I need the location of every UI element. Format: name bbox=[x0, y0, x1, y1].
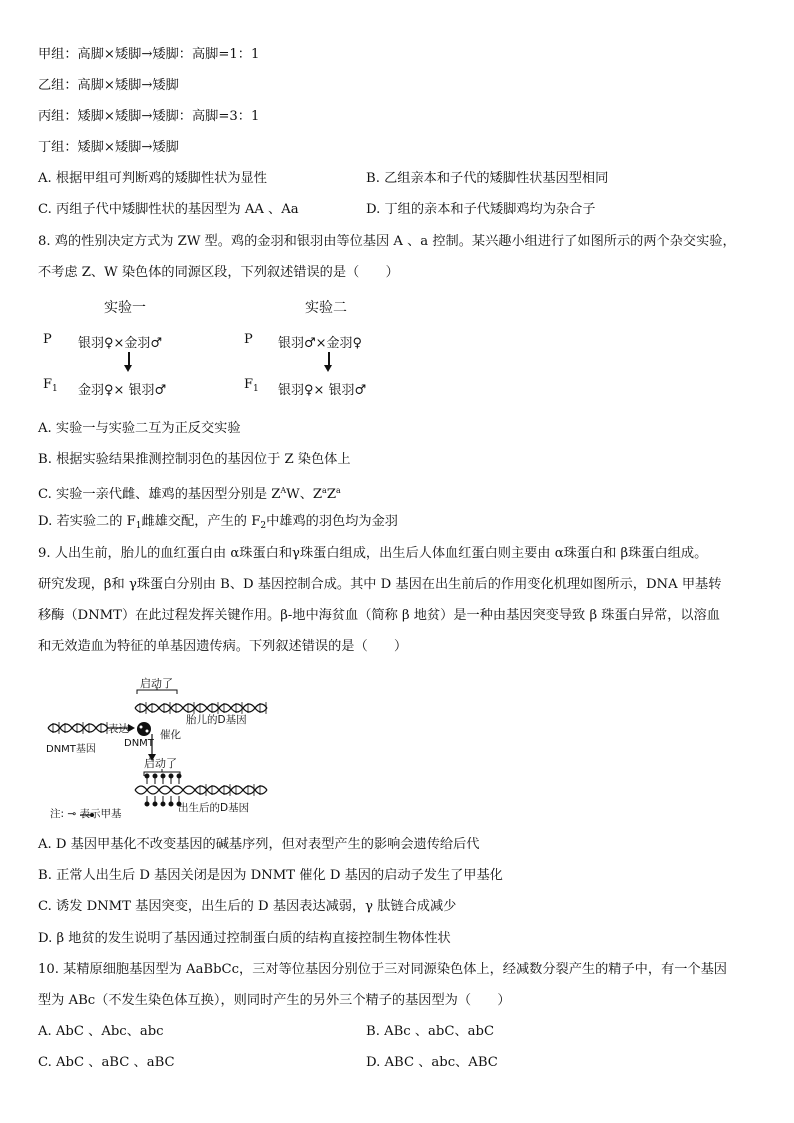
dnmt-gene-helix bbox=[48, 722, 108, 734]
q9-option-b: B. 正常人出生后 D 基因关闭是因为 DNMT 催化 D 基因的启动子发生了甲基化 bbox=[38, 868, 503, 883]
p-label-1: P bbox=[43, 332, 52, 347]
exp1-parents: 银羽♀×金羽♂ bbox=[78, 336, 163, 351]
q9-stem-line1: 9. 人出生前，胎儿的血红蛋白由 α珠蛋白和γ珠蛋白组成，出生后人体血红蛋白则主要由 α珠蛋白和 β珠蛋白组成。 bbox=[38, 546, 708, 561]
methyl-markers bbox=[145, 774, 181, 806]
q7-option-a: A. 根据甲组可判断鸡的矮脚性状为显性 bbox=[38, 171, 267, 186]
q8-stem-line1: 8. 鸡的性别决定方式为 ZW 型。鸡的金羽和银羽由等位基因 A 、a 控制。某兴趣小组进行了如图所示的两个杂交实验， bbox=[38, 234, 736, 249]
q7-option-c: C. 丙组子代中矮脚性状的基因型为 AA 、Aa bbox=[38, 202, 299, 217]
express-label: 表达 bbox=[108, 723, 129, 735]
q8-option-a: A. 实验一与实验二互为正反交实验 bbox=[38, 421, 241, 436]
postnatal-d-gene-label: 出生后的D基因 bbox=[178, 802, 250, 814]
group-ding: 丁组：矮脚×矮脚→矮脚 bbox=[38, 140, 179, 155]
q10-stem-line2: 型为 ABc（不发生染色体互换），则同时产生的另外三个精子的基因型为（ ） bbox=[38, 993, 511, 1008]
q7-option-d: D. 丁组的亲本和子代矮脚鸡均为杂合子 bbox=[366, 202, 596, 217]
q10-stem-line1: 10. 某精原细胞基因型为 AaBbCc，三对等位基因分别位于三对同源染色体上，经减数分裂产生的精子中，有一个基因 bbox=[38, 962, 727, 977]
q8-option-c: C. 实验一亲代雌、雄鸡的基因型分别是 $Z^AW$、$Z^aZ^a$ bbox=[38, 486, 341, 502]
q9-stem-line4: 和无效造血为特征的单基因遗传病。下列叙述错误的是（ ） bbox=[38, 639, 408, 654]
start-label-1: 启动了 bbox=[140, 677, 173, 690]
methyl-note: 注: ⊸ 表示甲基 bbox=[50, 808, 122, 820]
f1-label-2: $F_1$ bbox=[244, 377, 259, 394]
experiment-2-title: 实验二 bbox=[305, 300, 347, 316]
exp2-down-arrow bbox=[328, 352, 330, 366]
f1-label-1: $F_1$ bbox=[43, 377, 58, 394]
q9-option-a: A. D 基因甲基化不改变基因的碱基序列，但对表型产生的影响会遗传给后代 bbox=[38, 837, 480, 852]
q7-option-b: B. 乙组亲本和子代的矮脚性状基因型相同 bbox=[366, 171, 609, 186]
p-label-2: P bbox=[244, 332, 253, 347]
exp1-down-arrow bbox=[128, 352, 130, 366]
q9-option-c: C. 诱发 DNMT 基因突变，出生后的 D 基因表达减弱，γ 肽链合成减少 bbox=[38, 899, 457, 914]
group-bing: 丙组：矮脚×矮脚→矮脚：高脚=3：1 bbox=[38, 109, 260, 124]
dnmt-protein-icon bbox=[137, 722, 151, 736]
q10-option-d: D. ABC 、abc、ABC bbox=[366, 1055, 498, 1070]
postnatal-dna-helix bbox=[135, 784, 267, 796]
q10-option-c: C. AbC 、aBC 、aBC bbox=[38, 1055, 175, 1070]
q9-stem-line2: 研究发现，β和 γ珠蛋白分别由 B、D 基因控制合成。其中 D 基因在出生前后的作用变化机理如图所示，DNA 甲基转 bbox=[38, 577, 722, 592]
group-yi: 乙组：高脚×矮脚→矮脚 bbox=[38, 78, 179, 93]
dnmt-gene-label: DNMT基因 bbox=[46, 744, 96, 755]
q8-option-d: D. 若实验二的 $F_1$雌雄交配，产生的 $F_2$中雄鸡的羽色均为金羽 bbox=[38, 514, 398, 531]
start-label-2: 启动了 bbox=[144, 757, 177, 770]
dnmt-label: DNMT bbox=[124, 738, 154, 749]
fetal-d-gene-label: 胎儿的D基因 bbox=[186, 714, 247, 726]
q10-option-b: B. ABc 、abC、abC bbox=[366, 1024, 495, 1039]
group-jia: 甲组：高脚×矮脚→矮脚：高脚=1：1 bbox=[38, 47, 260, 62]
q9-stem-line3: 移酶（DNMT）在此过程发挥关键作用。β-地中海贫血（简称 β 地贫）是一种由基因突变导致 β 珠蛋白异常，以溶血 bbox=[38, 608, 720, 623]
experiment-1-title: 实验一 bbox=[104, 300, 146, 316]
q9-option-d: D. β 地贫的发生说明了基因通过控制蛋白质的结构直接控制生物体性状 bbox=[38, 931, 451, 946]
q8-stem-line2: 不考虑 Z、W 染色体的同源区段，下列叙述错误的是（ ） bbox=[38, 265, 399, 280]
q8-option-b: B. 根据实验结果推测控制羽色的基因位于 Z 染色体上 bbox=[38, 452, 351, 467]
catalyze-label: 催化 bbox=[160, 729, 181, 741]
q10-option-a: A. AbC 、Abc、abc bbox=[38, 1024, 164, 1039]
exp1-offspring: 金羽♀× 银羽♂ bbox=[78, 383, 167, 398]
exp2-offspring: 银羽♀× 银羽♂ bbox=[278, 383, 367, 398]
exp2-parents: 银羽♂×金羽♀ bbox=[278, 336, 363, 351]
